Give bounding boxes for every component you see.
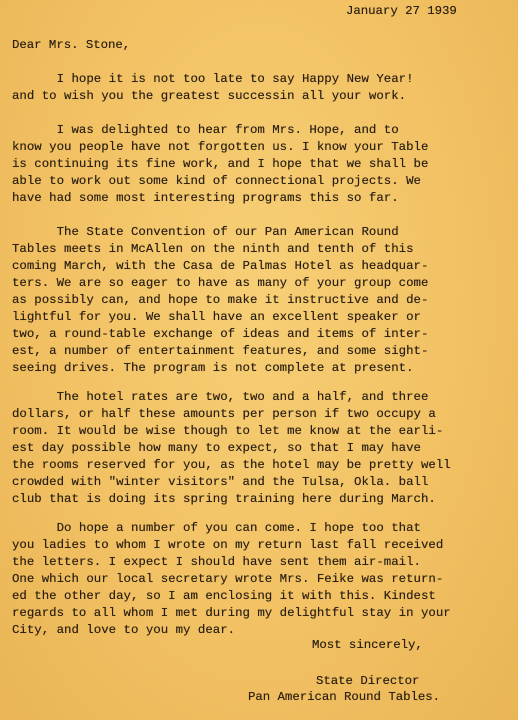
- paragraph-line: The State Convention of our Pan American Round: [12, 225, 399, 239]
- paragraph-line: ed the other day, so I am enclosing it with this. Kindest: [12, 589, 436, 603]
- paragraph-line: ters. We are so eager to have as many of your group come: [12, 276, 429, 290]
- paragraph-line: coming March, with the Casa de Palmas Hotel as headquar-: [12, 259, 429, 273]
- paragraph-line: room. It would be wise though to let me know at the earli-: [12, 424, 444, 438]
- paragraph-line: crowded with "winter visitors" and the Tulsa, Okla. ball: [12, 475, 429, 489]
- paragraph-line: you ladies to whom I wrote on my return last fall received: [12, 538, 444, 552]
- paragraph-hotel-rates: [12, 389, 512, 508]
- paragraph-line: the rooms reserved for you, as the hotel may be pretty well: [12, 458, 451, 472]
- paragraph-line: and to wish you the greatest successin all your work.: [12, 89, 407, 103]
- paragraph-line: One which our local secretary wrote Mrs. Feike was return-: [12, 572, 444, 586]
- paragraph-line: dollars, or half these amounts per person if two occupy a: [12, 407, 436, 421]
- paragraph-line: two, a round-table exchange of ideas and items of inter-: [12, 327, 429, 341]
- signature-title: State Director: [316, 674, 420, 688]
- paragraph-line: as possibly can, and hope to make it instructive and de-: [12, 293, 429, 307]
- paragraph-line: seeing drives. The program is not complete at present.: [12, 361, 414, 375]
- paragraph-line: The hotel rates are two, two and a half, and three: [12, 390, 429, 404]
- paragraph-line: able to work out some kind of connectional projects. We: [12, 174, 421, 188]
- complimentary-close: Most sincerely,: [312, 638, 423, 652]
- paragraph-line: the letters. I expect I should have sent them air-mail.: [12, 555, 421, 569]
- paragraph-line: I hope it is not too late to say Happy New Year!: [12, 72, 414, 86]
- paragraph-line: est day possible how many to expect, so that I may have: [12, 441, 421, 455]
- paragraph-line: is continuing its fine work, and I hope that we shall be: [12, 157, 429, 171]
- paragraph-convention: [12, 224, 512, 377]
- paragraph-line: est, a number of entertainment features, and some sight-: [12, 344, 429, 358]
- paragraph-new-year: [12, 71, 512, 105]
- paragraph-line: Tables meets in McAllen on the ninth and tenth of this: [12, 242, 414, 256]
- signature-organization: Pan American Round Tables.: [248, 690, 441, 704]
- paragraph-line: Do hope a number of you can come. I hope too that: [12, 521, 421, 535]
- paragraph-line: know you people have not forgotten us. I know your Table: [12, 140, 429, 154]
- letter-date: January 27 1939: [346, 4, 457, 18]
- paragraph-closing-remarks: [12, 520, 512, 639]
- paragraph-line: lightful for you. We shall have an excellent speaker or: [12, 310, 421, 324]
- paragraph-mrs-hope: [12, 122, 512, 207]
- salutation: Dear Mrs. Stone,: [12, 38, 131, 52]
- paragraph-line: City, and love to you my dear.: [12, 623, 236, 637]
- paragraph-line: club that is doing its spring training here during March.: [12, 492, 436, 506]
- paragraph-line: have had some most interesting programs this so far.: [12, 191, 399, 205]
- paragraph-line: regards to all whom I met during my delightful stay in your: [12, 606, 451, 620]
- paragraph-line: I was delighted to hear from Mrs. Hope, and to: [12, 123, 399, 137]
